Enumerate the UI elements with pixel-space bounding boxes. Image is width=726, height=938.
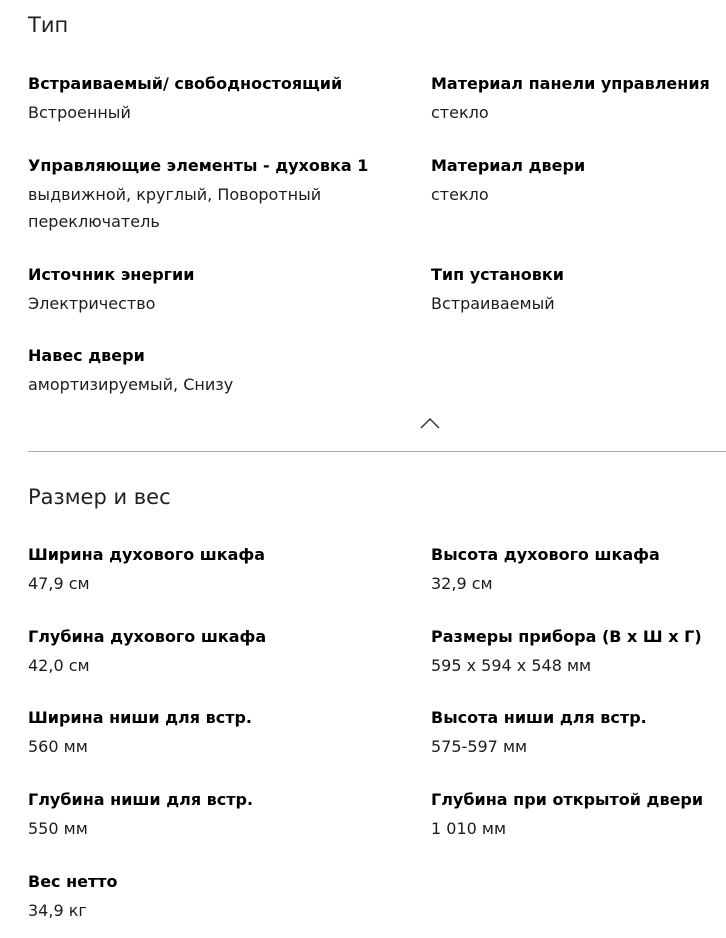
spec-label: Тип установки bbox=[431, 265, 564, 284]
spec-label: Вес нетто bbox=[28, 872, 118, 891]
spec-energy-source bbox=[28, 263, 388, 317]
spec-value: 1 010 мм bbox=[431, 819, 507, 838]
spec-niche-depth bbox=[28, 788, 388, 842]
spec-label: Глубина при открытой двери bbox=[431, 790, 704, 809]
spec-label: Материал двери bbox=[431, 156, 586, 175]
spec-installation-type bbox=[431, 263, 726, 317]
spec-built-in-freestanding bbox=[28, 72, 388, 126]
spec-open-door-depth bbox=[431, 788, 721, 842]
spec-value: выдвижной, круглый, Поворотный переключатель bbox=[28, 185, 322, 231]
spec-door-material bbox=[431, 154, 726, 208]
spec-value: Встроенный bbox=[28, 103, 131, 122]
spec-label: Источник энергии bbox=[28, 265, 195, 284]
chevron-up-icon bbox=[419, 414, 441, 432]
spec-label: Управляющие элементы - духовка 1 bbox=[28, 156, 369, 175]
spec-oven-height bbox=[431, 543, 726, 597]
section-divider bbox=[28, 451, 726, 452]
spec-value: 560 мм bbox=[28, 737, 88, 756]
spec-label: Глубина духового шкафа bbox=[28, 627, 267, 646]
spec-label: Высота духового шкафа bbox=[431, 545, 660, 564]
spec-value: 34,9 кг bbox=[28, 901, 87, 920]
spec-value: 42,0 см bbox=[28, 656, 90, 675]
spec-niche-height bbox=[431, 706, 721, 760]
spec-oven-controls bbox=[28, 154, 388, 235]
spec-value: стекло bbox=[431, 185, 489, 204]
spec-oven-depth bbox=[28, 625, 388, 679]
spec-value: 550 мм bbox=[28, 819, 88, 838]
spec-appliance-dimensions bbox=[431, 625, 721, 679]
collapse-section-button[interactable] bbox=[419, 414, 441, 432]
spec-door-hinge bbox=[28, 344, 388, 398]
spec-net-weight bbox=[28, 870, 388, 924]
spec-value: Встраиваемый bbox=[431, 294, 555, 313]
spec-label: Ширина духового шкафа bbox=[28, 545, 266, 564]
spec-label: Размеры прибора (В x Ш x Г) bbox=[431, 627, 702, 646]
spec-value: 32,9 см bbox=[431, 574, 493, 593]
spec-value: 595 x 594 x 548 мм bbox=[431, 656, 592, 675]
spec-value: 575-597 мм bbox=[431, 737, 528, 756]
spec-oven-width bbox=[28, 543, 388, 597]
spec-value: 47,9 см bbox=[28, 574, 90, 593]
spec-label: Материал панели управления bbox=[431, 74, 710, 93]
spec-value: стекло bbox=[431, 103, 489, 122]
spec-value: амортизируемый, Снизу bbox=[28, 375, 234, 394]
spec-value: Электричество bbox=[28, 294, 156, 313]
spec-label: Навес двери bbox=[28, 346, 145, 365]
spec-niche-width bbox=[28, 706, 388, 760]
spec-label: Ширина ниши для встр. bbox=[28, 708, 252, 727]
spec-label: Высота ниши для встр. bbox=[431, 708, 647, 727]
spec-label: Встраиваемый/ свободностоящий bbox=[28, 74, 343, 93]
spec-label: Глубина ниши для встр. bbox=[28, 790, 254, 809]
section-title-size-weight: Размер и вес bbox=[28, 485, 171, 509]
section-title-type: Тип bbox=[28, 13, 69, 37]
spec-control-panel-material bbox=[431, 72, 726, 126]
